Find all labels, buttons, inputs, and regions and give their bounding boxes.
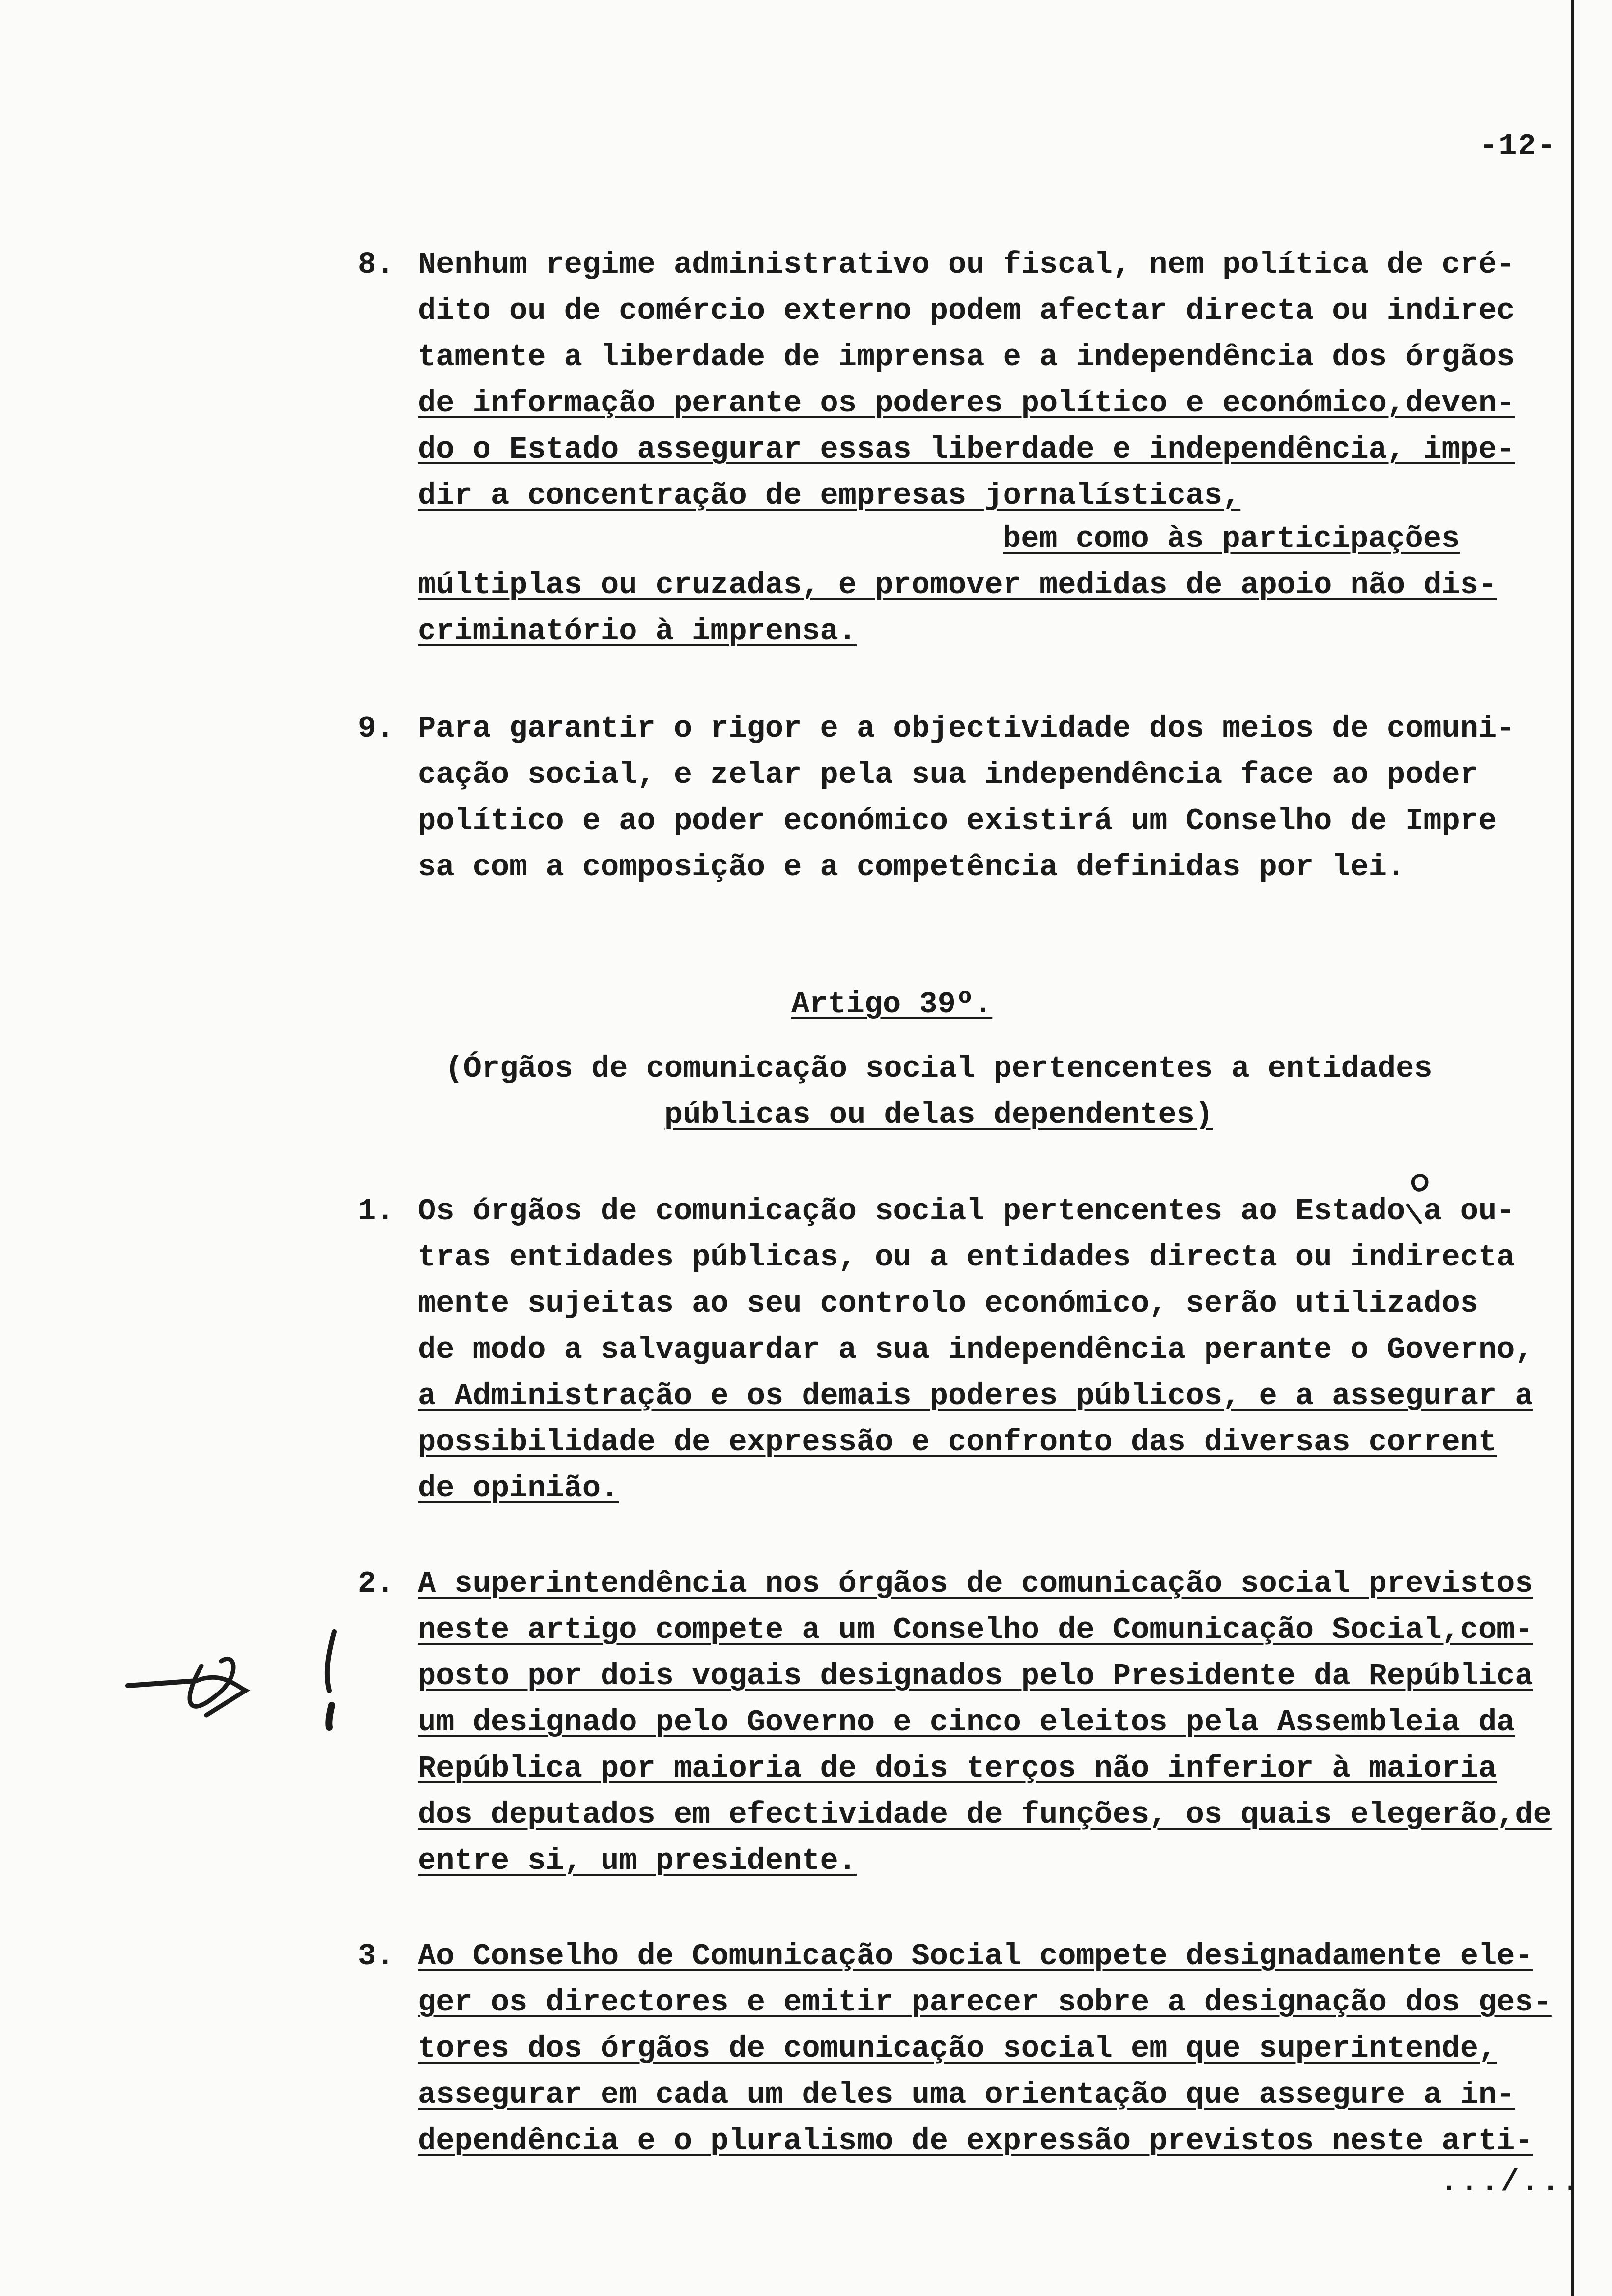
item-line: de opinião. [418,1471,619,1506]
item-line: dos deputados em efectividade de funções, os quais elegerão,de [418,1797,1552,1832]
item-line: República por maioria de dois terços não inferior à maioria [418,1751,1497,1786]
article-subtitle [418,1046,1460,1138]
item-line: tamente a liberdade de imprensa e a independência dos órgãos [418,340,1515,374]
page-number: -12- [1479,129,1556,164]
item-line: possibilidade de expressão e confronto das diversas corrent [418,1425,1497,1460]
item-number: 2. [358,1566,395,1601]
item-number: 9. [358,711,395,746]
handwritten-correction-icon [1402,1170,1441,1224]
item-line: criminatório à imprensa. [418,614,857,649]
item-line: político e ao poder económico existirá um Conselho de Impre [418,804,1497,838]
item-line: cação social, e zelar pela sua independência face ao poder [418,757,1478,792]
item-line: dependência e o pluralismo de expressão previstos neste arti- [418,2124,1533,2158]
item-line: um designado pelo Governo e cinco eleitos pela Assembleia da [418,1705,1515,1740]
item-line: sa com a composição e a competência definidas por lei. [418,850,1406,885]
item-line: mente sujeitas ao seu controlo económico, serão utilizados [418,1286,1478,1321]
item-line: múltiplas ou cruzadas, e promover medidas de apoio não dis- [418,568,1497,603]
continuation-mark: .../... [1440,2165,1582,2200]
item-line: posto por dois vogais designados pelo Presidente da República [418,1659,1533,1693]
item-line: bem como às participações [1003,521,1460,556]
article-subtitle-line: (Órgãos de comunicação social pertencentes a entidades [445,1051,1433,1086]
item-line: assegurar em cada um deles uma orientação que assegure a in- [418,2077,1515,2112]
item-line: dir a concentração de empresas jornalísticas, [418,478,1241,513]
item-line: Ao Conselho de Comunicação Social compete designadamente ele- [418,1939,1533,1974]
item-line: Os órgãos de comunicação social pertencentes ao Estado a ou- [418,1194,1515,1229]
item-line: ger os directores e emitir parecer sobre a designação dos ges- [418,1985,1552,2020]
item-line: entre si, um presidente. [418,1843,857,1878]
item-line: dito ou de comércio externo podem afectar directa ou indirec [418,293,1515,328]
item-line: neste artigo compete a um Conselho de Comunicação Social,com- [418,1612,1533,1647]
handwritten-margin-mark-icon [123,1622,378,1750]
item-line: a Administração e os demais poderes públicos, e a assegurar a [418,1378,1533,1413]
item-line: de informação perante os poderes político e económico,deven- [418,386,1515,421]
item-line: do o Estado assegurar essas liberdade e independência, impe- [418,432,1515,467]
item-line: tores dos órgãos de comunicação social em que superintende, [418,2031,1497,2066]
right-margin-rule [1571,0,1574,2296]
article-title: Artigo 39º. [791,987,993,1022]
item-line: de modo a salvaguardar a sua independência perante o Governo, [418,1332,1533,1367]
item-line: tras entidades públicas, ou a entidades directa ou indirecta [418,1240,1515,1275]
article-subtitle-line: públicas ou delas dependentes) [664,1097,1213,1132]
item-number: 1. [358,1194,395,1229]
item-number: 3. [358,1939,395,1974]
item-line: Para garantir o rigor e a objectividade dos meios de comuni- [418,711,1515,746]
item-number: 8. [358,247,395,282]
item-line: A superintendência nos órgãos de comunicação social previstos [418,1566,1533,1601]
item-line: Nenhum regime administrativo ou fiscal, nem política de cré- [418,247,1515,282]
